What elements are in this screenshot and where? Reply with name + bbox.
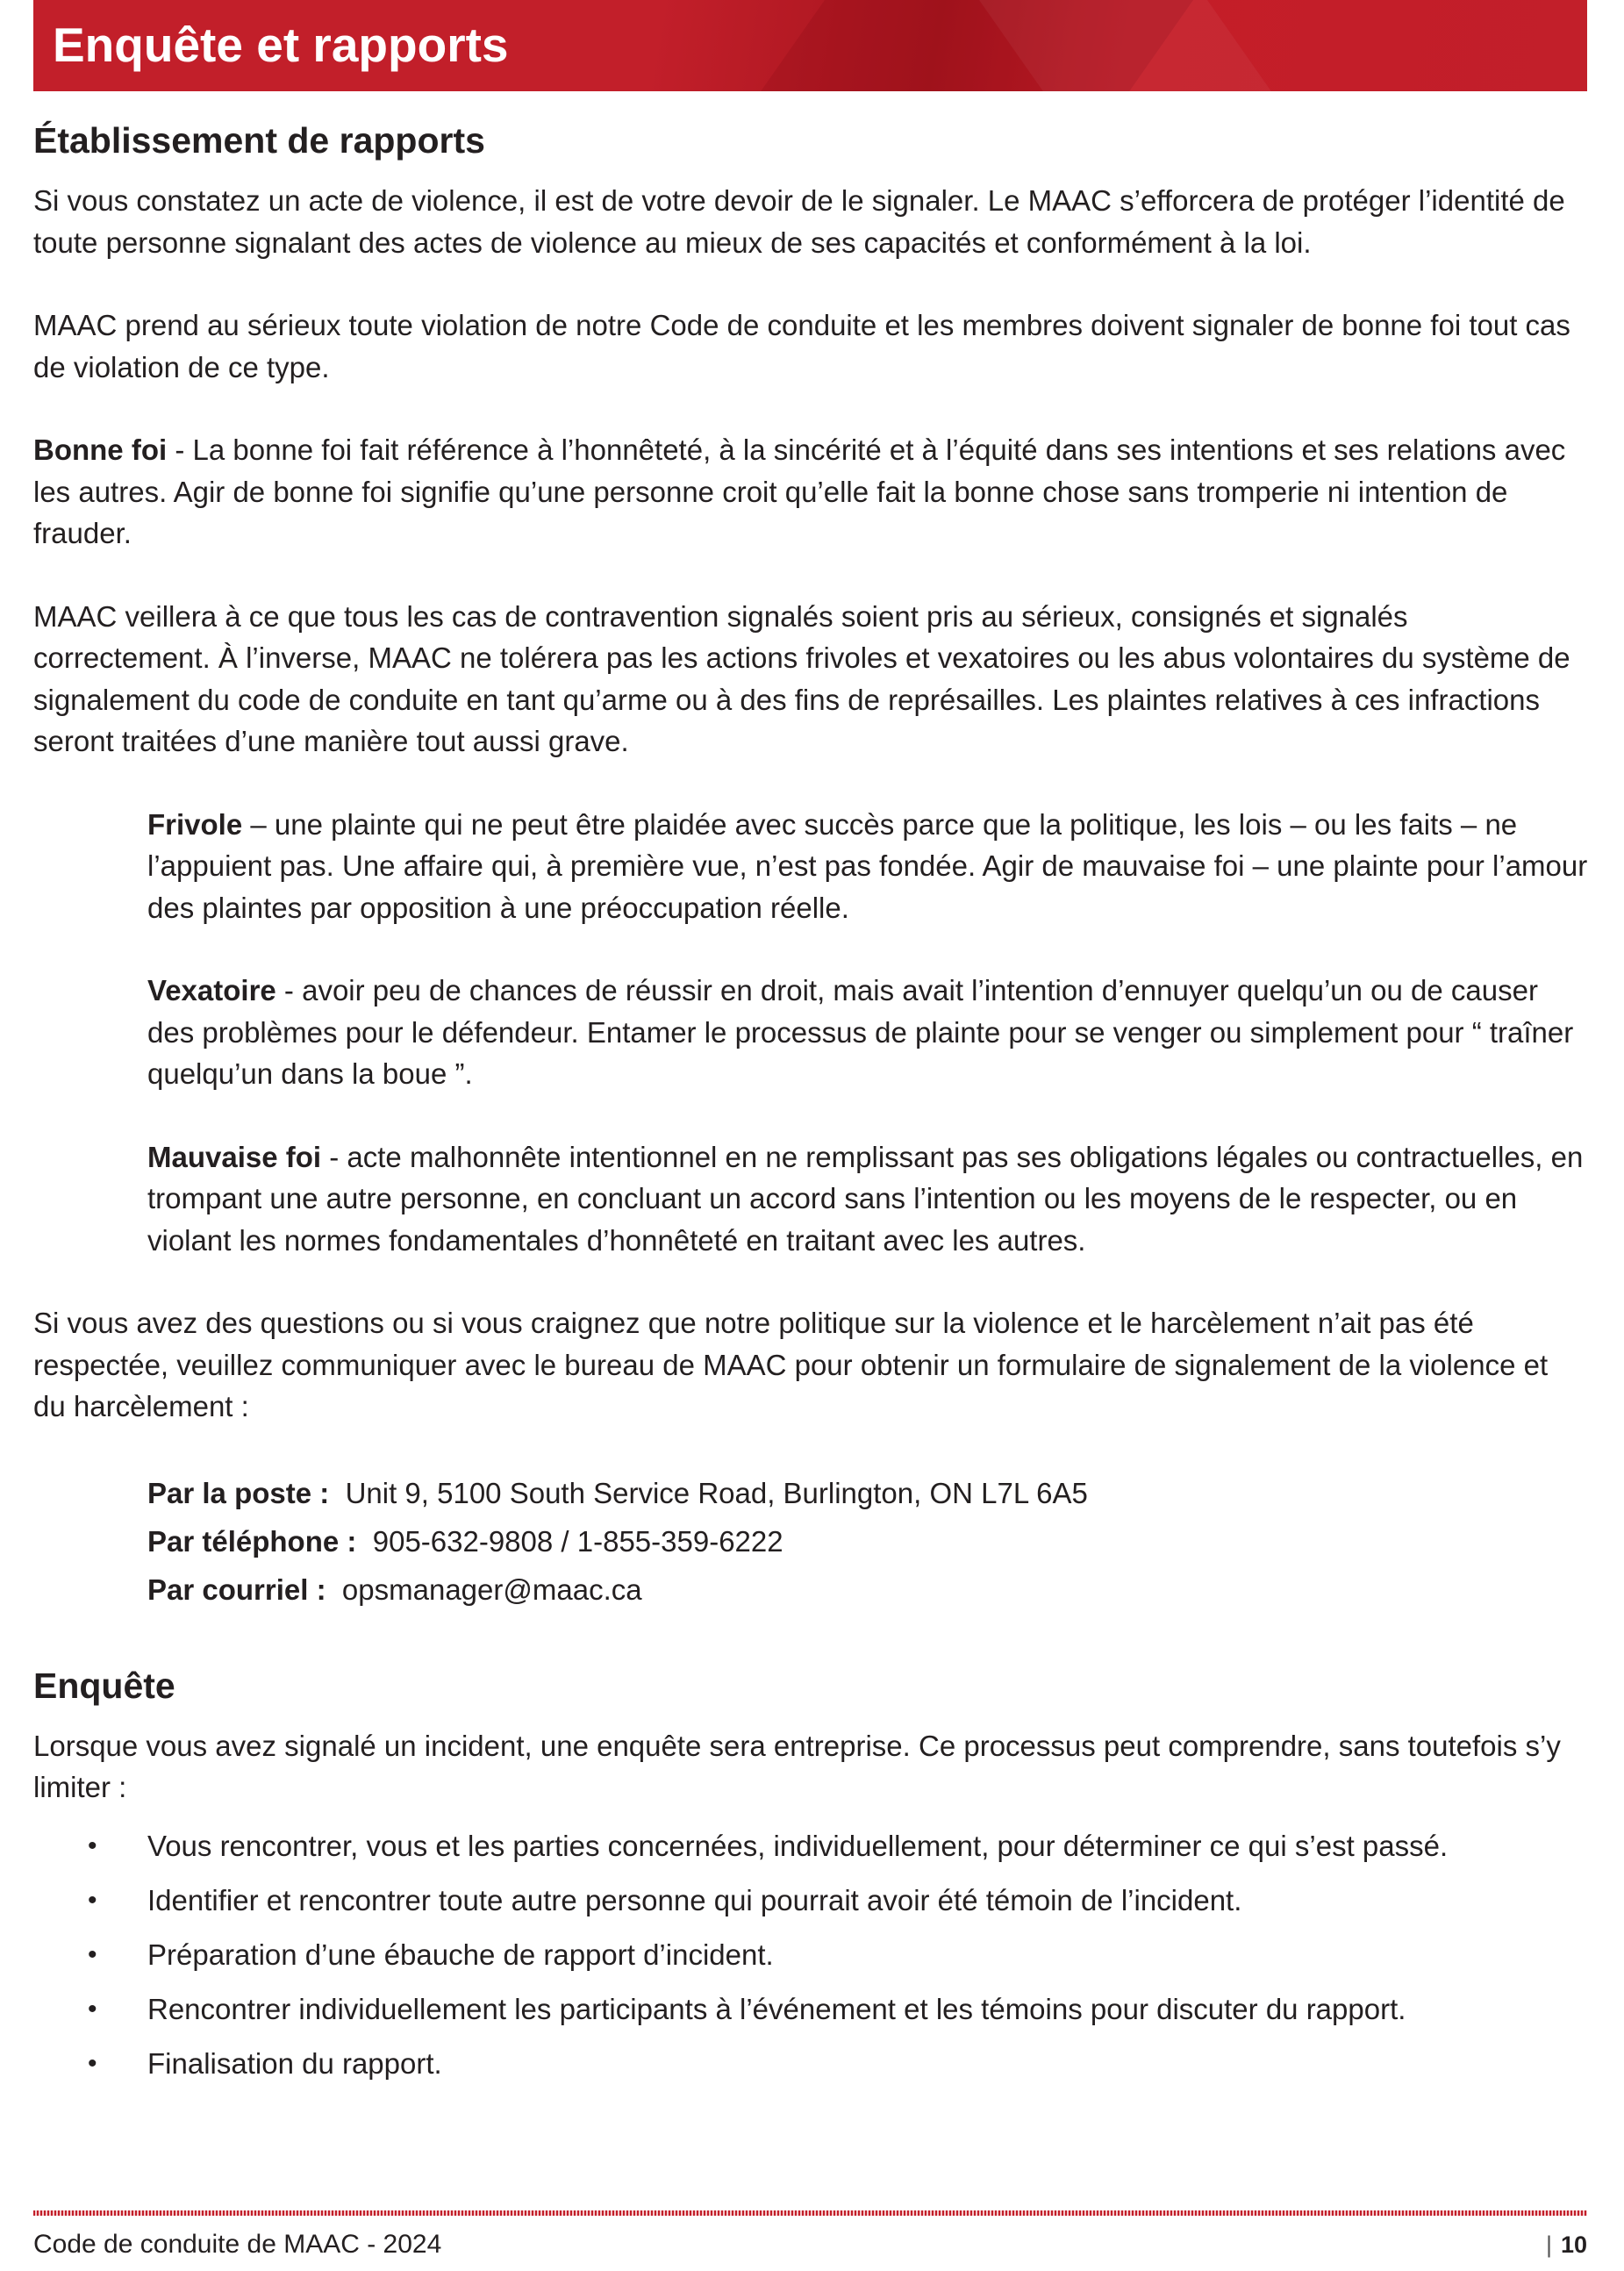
- definition-vexatious: [147, 970, 1591, 1095]
- list-item: • Finalisation du rapport.: [33, 2037, 1587, 2091]
- bullet-icon: •: [88, 1830, 97, 1860]
- contact-email-link[interactable]: opsmanager@maac.ca: [341, 1573, 642, 1606]
- definition-good-faith: [33, 429, 1587, 555]
- definition-text-good-faith: - La bonne foi fait référence à l’honnêteté, à la sincérité et à l’équité dans ses intentions et ses relations avec les autres. Agir de bonne foi signifie qu’une personne croit qu’elle fait la bonne chose sans tromperie ni intention de frauder.: [33, 433, 1566, 550]
- contact-mail-value: Unit 9, 5100 South Service Road, Burlington, ON L7L 6A5: [345, 1476, 1088, 1509]
- contact-mail-label: Par la poste :: [147, 1476, 330, 1509]
- section-heading-investigation: Enquête: [33, 1665, 175, 1706]
- definition-text-bad-faith: - acte malhonnête intentionnel en ne remplissant pas ses obligations légales ou contractuelles, en trompant une autre personne, en concluant un accord sans l’intention ou les moyens de le respecter, ou en violant les normes fondamentales d’honnêteté en traitant avec les autres.: [147, 1140, 1584, 1257]
- bullet-icon: •: [88, 1885, 97, 1915]
- term-bad-faith: Mauvaise foi: [147, 1140, 322, 1173]
- contact-email: [147, 1565, 1587, 1614]
- paragraph-contact-intro: Si vous avez des questions ou si vous craignez que notre politique sur la violence et le harcèlement n’ait pas été respectée, veuillez communiquer avec le bureau de MAAC pour obtenir un formulaire de signalement de la violence et du harcèlement :: [33, 1307, 1549, 1423]
- contact-email-label: Par courriel :: [147, 1573, 326, 1606]
- list-item: • Préparation d’une ébauche de rapport d’incident.: [33, 1928, 1587, 1982]
- contact-block: [147, 1469, 1587, 1614]
- definition-frivolous: [147, 804, 1591, 929]
- paragraph-contraventions: MAAC veillera à ce que tous les cas de contravention signalés soient pris au sérieux, consignés et signalés correctement. À l’inverse, MAAC ne tolérera pas les actions frivoles et vexatoires ou les abus volontaires du système de signalement du code de conduite en tant qu’arme ou à des fins de représailles. Les plaintes relatives à ces infractions seront traitées d’une manière tout aussi grave.: [33, 599, 1570, 758]
- paragraph-violations: MAAC prend au sérieux toute violation de notre Code de conduite et les membres doivent signaler de bonne foi tout cas de violation de ce type.: [33, 309, 1570, 383]
- paragraph-investigation-intro: Lorsque vous avez signalé un incident, une enquête sera entreprise. Ce processus peut comprendre, sans toutefois s’y limiter :: [33, 1729, 1561, 1804]
- footer-separator: |: [1545, 2232, 1552, 2258]
- term-good-faith: Bonne foi: [33, 433, 168, 467]
- bullet-icon: •: [88, 1939, 97, 1969]
- contact-phone-value[interactable]: 905-632-9808 / 1-855-359-6222: [372, 1524, 783, 1558]
- header-banner: [33, 0, 1587, 91]
- contact-phone: [147, 1517, 1587, 1565]
- term-frivolous: Frivole: [147, 807, 243, 841]
- footer-page-number-block: [1546, 2227, 1587, 2262]
- paragraph-duty-to-report: Si vous constatez un acte de violence, il est de votre devoir de le signaler. Le MAAC s’efforcera de protéger l’identité de toute personne signalant des actes de violence au mieux de ses capacités et conformément à la loi.: [33, 184, 1565, 259]
- list-item: • Vous rencontrer, vous et les parties concernées, individuellement, pour déterminer ce qui s’est passé.: [33, 1819, 1587, 1873]
- bullet-icon: •: [88, 2048, 97, 2078]
- page-title: Enquête et rapports: [53, 18, 509, 72]
- investigation-steps-list: [33, 1819, 1587, 2091]
- definition-text-vexatious: - avoir peu de chances de réussir en droit, mais avait l’intention d’ennuyer quelqu’un ou de causer des problèmes pour le défendeur. Entamer le processus de plainte pour se venger ou simplement pour “ traîner quelqu’un dans la boue ”.: [147, 974, 1574, 1091]
- contact-phone-label: Par téléphone :: [147, 1524, 357, 1558]
- definition-text-frivolous: – une plainte qui ne peut être plaidée avec succès parce que la politique, les lois – ou les faits – ne l’appuient pas. Une affaire qui, à première vue, n’est pas fondée. Agir de mauvaise foi – une plainte pour l’amour des plaintes par opposition à une préoccupation réelle.: [147, 807, 1588, 924]
- bullet-icon: •: [88, 1994, 97, 2024]
- term-vexatious: Vexatoire: [147, 974, 276, 1007]
- contact-mail: [147, 1469, 1587, 1517]
- main-content: [33, 119, 1587, 2091]
- list-item: • Rencontrer individuellement les participants à l’événement et les témoins pour discuter du rapport.: [33, 1982, 1587, 2037]
- footer-document-title: Code de conduite de MAAC - 2024: [33, 2230, 442, 2259]
- list-item: • Identifier et rencontrer toute autre personne qui pourrait avoir été témoin de l’incident.: [33, 1873, 1587, 1928]
- footer-divider: [33, 2210, 1587, 2216]
- page-number: 10: [1560, 2232, 1587, 2258]
- definition-bad-faith: [147, 1136, 1591, 1262]
- section-heading-reporting: Établissement de rapports: [33, 120, 485, 161]
